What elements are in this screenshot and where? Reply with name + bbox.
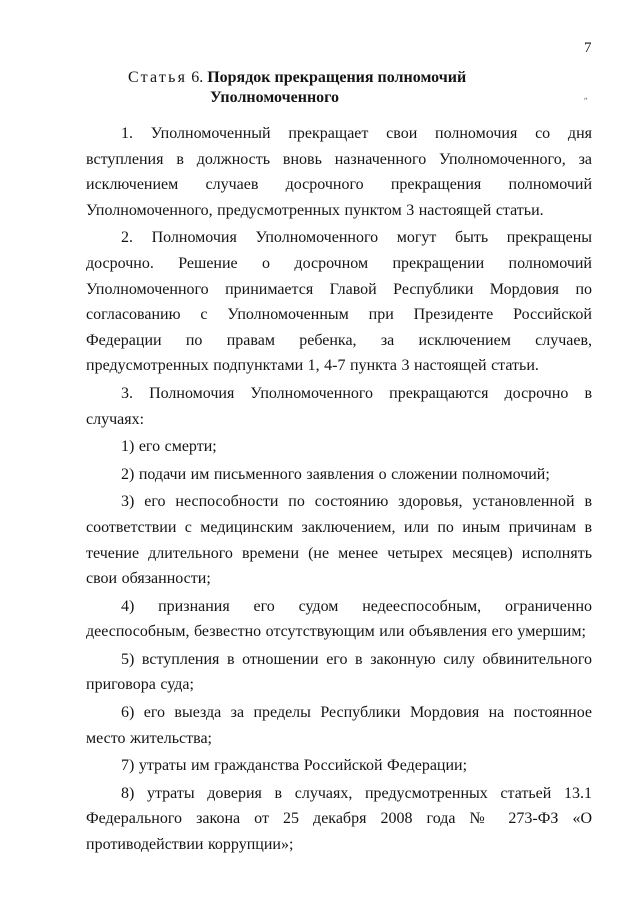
article-header (128, 68, 466, 108)
list-item-5: 5) вступления в отношении его в законную силу обвинительного приговора суда; (86, 650, 592, 694)
page-number: 7 (584, 40, 592, 56)
article-number: 6. (191, 69, 204, 86)
list-item-7: 7) утраты им гражданства Российской Федерации; (121, 757, 468, 775)
article-title-line1: Порядок прекращения полномочий (207, 69, 467, 86)
article-body (86, 121, 592, 858)
paragraph-3: 3. Полномочия Уполномоченного прекращаются досрочно в случаях: (86, 384, 592, 428)
paragraph-2: 2. Полномочия Уполномоченного могут быть прекращены досрочно. Решение о досрочном прекращении полномочий Уполномоченного принимается Главой Республики Мордовия по согласованию с Уполномоченным при Президенте Российской Федерации по правам ребенка, за исключением случаев, предусмотренных подпунктами 1, 4-7 пункта 3 настоящей статьи. (86, 229, 592, 375)
list-item-8: 8) утраты доверия в случаях, предусмотренных статьей 13.1 Федерального закона от 25 декабря 2008 года № 273-ФЗ «О противодействии коррупции»; (86, 784, 592, 854)
list-item-4: 4) признания его судом недееспособным, ограниченно дееспособным, безвестно отсутствующим или объявления его умершим; (86, 597, 592, 641)
list-item-6: 6) его выезда за пределы Республики Мордовия на постоянное место жительства; (86, 704, 592, 747)
stray-scan-mark: ʺ (584, 96, 588, 106)
article-title-line2: Уполномоченного (210, 89, 340, 106)
article-label: Статья (128, 69, 188, 86)
paragraph-1: 1. Уполномоченный прекращает свои полномочия со дня вступления в должность вновь назначенного Уполномоченного, за исключением случаев досрочного прекращения полномочий Уполномоченного, предусмотренных пунктом 3 настоящей статьи. (86, 125, 592, 219)
list-item-3: 3) его неспособности по состоянию здоровья, установленной в соответствии с медицинским заключением, или по иным причинам в течение длительного времени (не менее четырех месяцев) исполнять свои обязанности; (86, 493, 592, 588)
list-item-2: 2) подачи им письменного заявления о сложении полномочий; (121, 465, 550, 483)
list-item-1: 1) его смерти; (121, 438, 217, 456)
